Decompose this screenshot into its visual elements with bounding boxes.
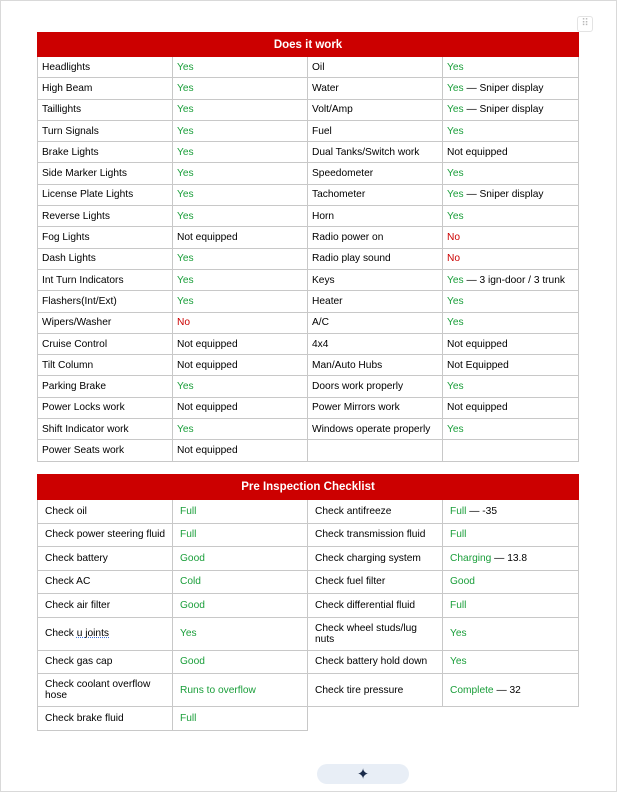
table-row	[38, 547, 579, 571]
item-label: Reverse Lights	[42, 210, 110, 222]
item-value-cell	[173, 99, 308, 120]
item-value: Yes	[447, 168, 464, 180]
item-value-cell	[173, 650, 308, 674]
item-label-cell	[38, 291, 173, 312]
item-value-cell	[173, 78, 308, 99]
table-row	[38, 184, 579, 205]
item-label: Wipers/Washer	[42, 317, 112, 329]
item-value-cell	[173, 206, 308, 227]
item-value: Yes	[177, 210, 194, 222]
item-value: No	[447, 253, 461, 265]
item-value: Good	[450, 576, 475, 588]
item-label-cell	[38, 269, 173, 290]
item-value-cell	[443, 333, 579, 354]
item-value: Yes	[177, 168, 194, 180]
item-value-cell	[173, 707, 308, 731]
item-label-cell	[38, 333, 173, 354]
item-value: Yes	[447, 210, 464, 222]
item-value: Yes	[450, 656, 467, 668]
table-row	[38, 312, 579, 333]
item-value-cell	[173, 355, 308, 376]
item-value: Yes	[177, 189, 194, 201]
item-label: Check gas cap	[45, 656, 113, 668]
item-label: Fog Lights	[42, 232, 90, 244]
item-label: Check air filter	[45, 599, 111, 611]
item-value: Yes	[447, 295, 464, 307]
item-value-cell	[443, 312, 579, 333]
item-value: Yes	[177, 253, 194, 265]
item-label: Headlights	[42, 61, 91, 73]
item-label: Heater	[312, 295, 343, 307]
item-label: License Plate Lights	[42, 189, 134, 201]
item-value-cell	[443, 78, 579, 99]
item-label: Power Seats work	[42, 444, 125, 456]
table-row	[38, 269, 579, 290]
item-label-cell	[308, 440, 443, 461]
table-row	[38, 57, 579, 78]
item-value: Full	[180, 529, 197, 541]
item-value: Yes	[177, 295, 194, 307]
table-row	[38, 333, 579, 354]
item-value-cell	[443, 227, 579, 248]
item-value-cell	[173, 312, 308, 333]
item-label-cell	[308, 617, 443, 650]
item-label-cell	[38, 376, 173, 397]
item-label-cell	[308, 269, 443, 290]
item-label: Check	[45, 628, 77, 639]
item-label: Oil	[312, 61, 325, 73]
item-value: Full	[450, 599, 467, 611]
item-label: Taillights	[42, 104, 82, 116]
item-value: Yes	[447, 423, 464, 435]
item-label-cell	[38, 78, 173, 99]
item-label-cell	[38, 163, 173, 184]
item-value-cell	[443, 269, 579, 290]
table-row	[38, 291, 579, 312]
table-row	[38, 99, 579, 120]
item-label: Check fuel filter	[315, 576, 386, 588]
item-label-cell	[38, 397, 173, 418]
item-value: Not equipped	[177, 402, 238, 414]
drag-handle-icon[interactable]: ⠿	[577, 16, 593, 32]
item-label-cell	[38, 500, 173, 524]
item-label-cell	[308, 184, 443, 205]
item-value-cell	[443, 99, 579, 120]
item-label: Dual Tanks/Switch work	[312, 146, 420, 158]
item-label: Volt/Amp	[312, 104, 353, 116]
item-value: Yes	[447, 189, 464, 201]
item-value-cell	[173, 500, 308, 524]
item-value-cell	[173, 570, 308, 594]
item-label: Man/Auto Hubs	[312, 359, 383, 371]
item-label: Check tire pressure	[315, 684, 404, 696]
item-label: Radio play sound	[312, 253, 391, 265]
item-value: Yes	[447, 317, 464, 329]
item-label: Side Marker Lights	[42, 168, 127, 180]
item-value: No	[177, 317, 191, 329]
item-value-cell	[173, 440, 308, 461]
item-label: A/C	[312, 317, 329, 329]
item-value-cell	[443, 57, 579, 78]
item-label: Check battery hold down	[315, 656, 428, 668]
item-value: Cold	[180, 576, 201, 588]
table-row	[38, 163, 579, 184]
item-value: Yes	[177, 274, 194, 286]
table-row	[38, 376, 579, 397]
item-value: Not equipped	[177, 444, 238, 456]
item-label: Check transmission fluid	[315, 529, 426, 541]
item-label-cell	[38, 547, 173, 571]
item-value-cell	[443, 617, 579, 650]
item-value-cell	[443, 594, 579, 618]
item-value-cell	[173, 248, 308, 269]
item-label-cell	[38, 674, 173, 707]
item-value-cell	[443, 674, 579, 707]
item-label-cell	[38, 227, 173, 248]
item-label: Doors work properly	[312, 381, 404, 393]
item-label-cell	[38, 707, 173, 731]
item-label: Tilt Column	[42, 359, 94, 371]
item-value: Yes	[177, 61, 194, 73]
item-label-cell	[308, 500, 443, 524]
item-label-cell	[308, 120, 443, 141]
item-label-cell	[308, 248, 443, 269]
table-row	[38, 355, 579, 376]
table-row	[38, 674, 579, 707]
item-label-underlined: u joints	[76, 628, 109, 639]
item-label: Shift Indicator work	[42, 423, 129, 435]
item-label-cell	[38, 142, 173, 163]
table-row	[38, 570, 579, 594]
item-value: Full	[450, 529, 467, 541]
item-value-cell	[173, 674, 308, 707]
item-label-cell	[308, 312, 443, 333]
item-value-cell	[443, 419, 579, 440]
item-label-cell	[38, 355, 173, 376]
item-value-cell	[443, 547, 579, 571]
item-label-cell	[38, 206, 173, 227]
sparkle-icon: ✦	[356, 764, 370, 783]
item-value: Not equipped	[177, 359, 238, 371]
item-value-cell	[443, 355, 579, 376]
item-value: Yes	[447, 125, 464, 137]
item-value-cell	[443, 248, 579, 269]
item-label-cell	[308, 355, 443, 376]
item-label-cell	[38, 419, 173, 440]
item-value: Yes	[447, 61, 464, 73]
item-value: Not equipped	[447, 146, 508, 158]
item-value-cell	[443, 500, 579, 524]
item-value-cell	[443, 397, 579, 418]
item-value-cell	[443, 376, 579, 397]
item-value-cell	[173, 142, 308, 163]
table-row	[38, 248, 579, 269]
item-value: Yes	[177, 423, 194, 435]
item-label-cell	[308, 142, 443, 163]
item-label: Windows operate properly	[312, 423, 431, 435]
item-label: Turn Signals	[42, 125, 99, 137]
item-value: Yes	[177, 146, 194, 158]
item-value-cell	[173, 594, 308, 618]
item-label-cell	[308, 594, 443, 618]
item-value: Not equipped	[177, 338, 238, 350]
table-row	[38, 397, 579, 418]
item-value-cell	[443, 184, 579, 205]
item-value-cell	[173, 547, 308, 571]
item-label: Parking Brake	[42, 381, 106, 393]
item-label: Flashers(Int/Ext)	[42, 295, 117, 307]
item-label-cell	[308, 650, 443, 674]
table-row	[38, 142, 579, 163]
item-label: Keys	[312, 274, 335, 286]
item-label: Check coolant overflow hose	[45, 679, 151, 701]
item-label: Check AC	[45, 576, 91, 588]
item-label-cell	[308, 57, 443, 78]
item-label: Power Locks work	[42, 402, 125, 414]
item-label-cell	[308, 163, 443, 184]
item-value-cell	[173, 333, 308, 354]
item-value-note: — -35	[466, 505, 497, 517]
item-label: Horn	[312, 210, 335, 222]
item-label: Power Mirrors work	[312, 402, 400, 414]
item-label-cell	[308, 419, 443, 440]
table-row	[38, 707, 579, 731]
table-row	[38, 419, 579, 440]
item-value: Full	[180, 712, 197, 724]
item-label-cell	[38, 617, 173, 650]
item-value-cell	[173, 120, 308, 141]
item-value-cell	[443, 523, 579, 547]
item-value: Not equipped	[447, 338, 508, 350]
item-label: Check charging system	[315, 552, 421, 564]
item-label: Check differential fluid	[315, 599, 416, 611]
item-value: Not equipped	[177, 232, 238, 244]
item-label-cell	[308, 376, 443, 397]
item-value-cell	[173, 617, 308, 650]
item-label-cell	[308, 99, 443, 120]
item-value-cell	[173, 163, 308, 184]
item-value-cell	[173, 227, 308, 248]
item-value-note: — 3 ign-door / 3 trunk	[463, 274, 565, 286]
item-value: Runs to overflow	[180, 684, 256, 696]
item-label: Check wheel studs/lug nuts	[315, 622, 417, 645]
item-value-cell	[443, 163, 579, 184]
item-value: Good	[180, 552, 205, 564]
item-label-cell	[38, 99, 173, 120]
item-value-cell	[443, 570, 579, 594]
pre-inspection-table	[37, 474, 579, 731]
item-label: Brake Lights	[42, 146, 99, 158]
item-value-cell	[173, 291, 308, 312]
item-label-cell	[308, 707, 443, 731]
item-label-cell	[38, 570, 173, 594]
item-value-cell	[173, 57, 308, 78]
item-value-cell	[443, 440, 579, 461]
item-label-cell	[38, 594, 173, 618]
item-label-cell	[308, 206, 443, 227]
section-title: Does it work	[38, 33, 579, 57]
item-value: Good	[180, 599, 205, 611]
item-value-note: — Sniper display	[463, 104, 544, 116]
item-label: Check antifreeze	[315, 505, 392, 517]
item-label-cell	[38, 184, 173, 205]
item-label: 4x4	[312, 338, 329, 350]
item-label: Fuel	[312, 125, 332, 137]
item-label-cell	[38, 120, 173, 141]
table-row	[38, 650, 579, 674]
item-label-cell	[38, 650, 173, 674]
table-row	[38, 500, 579, 524]
item-label-cell	[308, 570, 443, 594]
item-value-cell	[173, 419, 308, 440]
item-label-cell	[38, 248, 173, 269]
item-value-cell	[173, 397, 308, 418]
item-value: Yes	[177, 125, 194, 137]
table-row	[38, 206, 579, 227]
item-value-cell	[443, 707, 579, 731]
table-row	[38, 78, 579, 99]
item-label: High Beam	[42, 82, 93, 94]
item-value-cell	[443, 291, 579, 312]
item-label: Water	[312, 82, 339, 94]
item-value: Yes	[180, 628, 197, 639]
item-label-cell	[308, 397, 443, 418]
item-value-note: — Sniper display	[463, 189, 544, 201]
item-value: Yes	[447, 82, 464, 94]
item-label-cell	[308, 674, 443, 707]
item-value-cell	[173, 376, 308, 397]
item-label-cell	[308, 547, 443, 571]
item-value: Full	[180, 505, 197, 517]
item-value: Yes	[447, 274, 464, 286]
table-row	[38, 120, 579, 141]
item-value: Charging	[450, 552, 492, 564]
section-title: Pre Inspection Checklist	[38, 475, 579, 500]
item-value-cell	[443, 120, 579, 141]
item-value-note: — 13.8	[491, 552, 528, 564]
item-value-cell	[443, 206, 579, 227]
item-label-cell	[308, 227, 443, 248]
item-label: Check oil	[45, 505, 87, 517]
item-label-cell	[308, 333, 443, 354]
item-label: Radio power on	[312, 232, 384, 244]
item-value: Complete	[450, 684, 494, 696]
table-row	[38, 227, 579, 248]
item-value: Yes	[447, 381, 464, 393]
table-row	[38, 617, 579, 650]
item-value: Yes	[177, 104, 194, 116]
item-label-cell	[38, 523, 173, 547]
does-it-work-table	[37, 32, 579, 462]
item-label-cell	[38, 57, 173, 78]
item-label-cell	[38, 312, 173, 333]
item-value-cell	[173, 269, 308, 290]
item-label-cell	[308, 291, 443, 312]
item-label: Check power steering fluid	[45, 529, 166, 541]
item-value: Not Equipped	[447, 359, 509, 371]
item-value-cell	[173, 523, 308, 547]
item-value-cell	[443, 142, 579, 163]
item-label-cell	[308, 523, 443, 547]
assistant-button[interactable]	[317, 764, 409, 784]
item-value: No	[447, 232, 461, 244]
item-value: Not equipped	[447, 402, 508, 414]
item-value: Good	[180, 656, 205, 668]
item-value-note: — Sniper display	[463, 82, 544, 94]
item-value: Yes	[177, 381, 194, 393]
item-label: Check battery	[45, 552, 108, 564]
item-label: Speedometer	[312, 168, 374, 180]
item-label: Cruise Control	[42, 338, 108, 350]
table-row	[38, 440, 579, 461]
table-row	[38, 594, 579, 618]
item-label: Check brake fluid	[45, 712, 124, 724]
item-label: Dash Lights	[42, 253, 96, 265]
item-label-cell	[38, 440, 173, 461]
item-value-cell	[443, 650, 579, 674]
item-value: Yes	[447, 104, 464, 116]
item-value: Yes	[177, 82, 194, 94]
item-label: Int Turn Indicators	[42, 274, 124, 286]
item-label: Tachometer	[312, 189, 366, 201]
item-value: Yes	[450, 628, 467, 639]
item-value-note: — 32	[493, 684, 521, 696]
item-label-cell	[308, 78, 443, 99]
item-value: Full	[450, 505, 467, 517]
table-row	[38, 523, 579, 547]
item-value-cell	[173, 184, 308, 205]
